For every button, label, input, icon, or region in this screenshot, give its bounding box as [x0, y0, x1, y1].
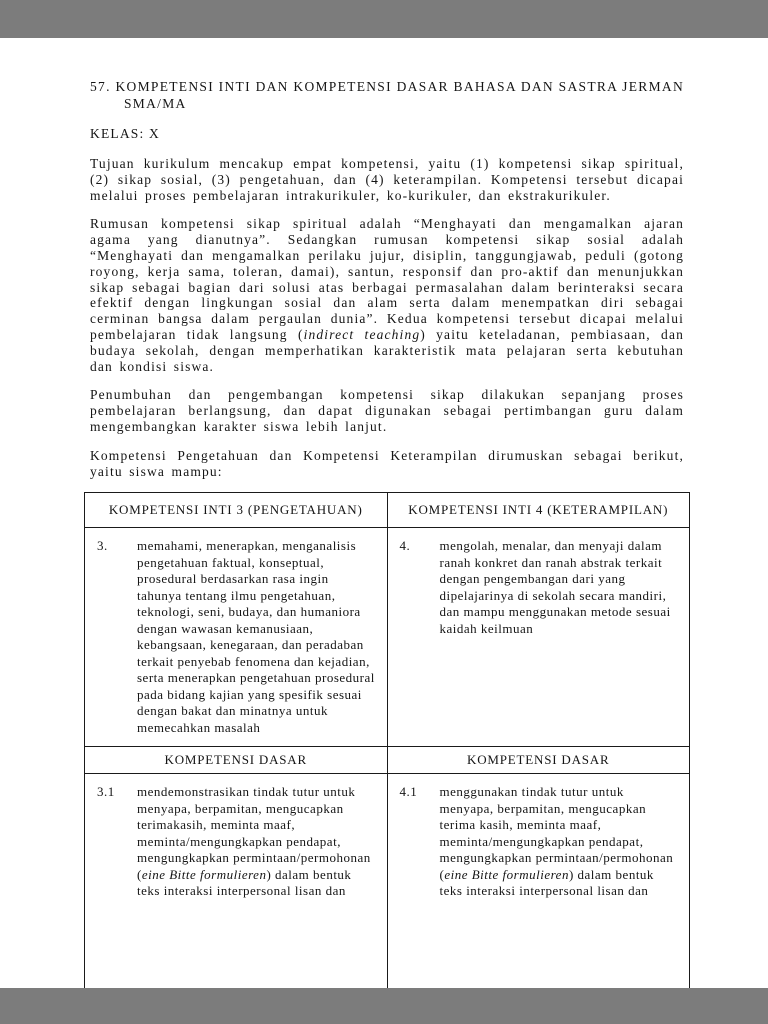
section-number: 57.	[90, 79, 111, 94]
kd-header-left-cell: KOMPETENSI DASAR	[85, 747, 388, 774]
document-page	[0, 38, 768, 988]
kompetensi-table	[84, 492, 690, 988]
kd41-text: menggunakan tindak tutur untuk menyapa, berpamitan, mengucapkan terima kasih, meminta maaf, meminta/mengungkapkan pendapat, mengungkapkan permintaan/permohonan (eine Bitte formulieren) dalam bentuk teks interaksi interpersonal lisan dan	[439, 784, 674, 899]
ki3-cell	[85, 528, 388, 747]
kd31-number: 3.1	[97, 784, 115, 800]
kd31-text: mendemonstrasikan tindak tutur untuk menyapa, berpamitan, mengucapkan terimakasih, meminta maaf, meminta/mengungkapkan pendapat, mengungkapkan permintaan/permohonan (eine Bitte formulieren) dalam bentuk teks interaksi interpersonal lisan dan	[137, 784, 371, 899]
ki3-number: 3.	[97, 538, 108, 554]
kd31-cell	[85, 774, 388, 988]
ki-body-row	[85, 528, 690, 747]
ki-header-row	[85, 493, 690, 528]
ki3-header-cell: KOMPETENSI INTI 3 (PENGETAHUAN)	[85, 493, 388, 528]
paragraph-curriculum-goals: Tujuan kurikulum mencakup empat kompetensi, yaitu (1) kompetensi sikap spiritual, (2) sikap sosial, (3) pengetahuan, dan (4) keterampilan. Kompetensi tersebut dicapai melalui proses pembelajaran intrakurikuler, ko-kurikuler, dan ekstrakurikuler.	[90, 156, 684, 203]
kd41-number: 4.1	[399, 784, 418, 800]
kd41-cell	[387, 774, 690, 988]
class-label: KELAS: X	[90, 126, 160, 141]
section-title: KOMPETENSI INTI DAN KOMPETENSI DASAR BAHASA DAN SASTRA JERMAN SMA/MA	[115, 79, 684, 111]
kd-header-right-cell: KOMPETENSI DASAR	[387, 747, 690, 774]
kd-body-row	[85, 774, 690, 988]
paragraph-table-intro: Kompetensi Pengetahuan dan Kompetensi Keterampilan dirumuskan sebagai berikut, yaitu siswa mampu:	[90, 447, 684, 479]
paragraph-spiritual-social: Rumusan kompetensi sikap spiritual adalah “Menghayati dan mengamalkan ajaran agama yang dianutnya”. Sedangkan rumusan kompetensi sikap sosial adalah “Menghayati dan mengamalkan perilaku jujur, disiplin, tanggungjawab, peduli (gotong royong, kerja sama, toleran, damai), santun, responsif dan pro-aktif dan menunjukkan sikap sebagai bagian dari solusi atas berbagai permasalahan dalam berinteraksi secara efektif dengan lingkungan sosial dan alam serta dalam menempatkan diri sebagai cerminan bangsa dalam pergaulan dunia”. Kedua kompetensi tersebut dicapai melalui pembelajaran tidak langsung (indirect teaching) yaitu keteladanan, pembiasaan, dan budaya sekolah, dengan memperhatikan karakteristik mata pelajaran serta kebutuhan dan kondisi siswa.	[90, 216, 684, 374]
paragraph-character-growth: Penumbuhan dan pengembangan kompetensi sikap dilakukan sepanjang proses pembelajaran berlangsung, dan dapat digunakan sebagai pertimbangan guru dalam mengembangkan karakter siswa lebih lanjut.	[90, 387, 684, 434]
ki3-text: memahami, menerapkan, menganalisis pengetahuan faktual, konseptual, prosedural berdasarkan rasa ingin tahunya tentang ilmu pengetahuan, teknologi, seni, budaya, dan humaniora dengan wawasan kemanusiaan, kebangsaan, kenegaraan, dan peradaban terkait penyebab fenomena dan kejadian, serta menerapkan pengetahuan prosedural pada bidang kajian yang spesifik sesuai dengan bakat dan minatnya untuk memecahkan masalah	[137, 538, 375, 735]
section-heading	[90, 78, 684, 112]
ki4-cell	[387, 528, 690, 747]
ki4-header-cell: KOMPETENSI INTI 4 (KETERAMPILAN)	[387, 493, 690, 528]
ki4-number: 4.	[399, 538, 411, 554]
ki4-text: mengolah, menalar, dan menyaji dalam ranah konkret dan ranah abstrak terkait dengan pengembangan dari yang dipelajarinya di sekolah secara mandiri, dan mampu menggunakan metode sesuai kaidah keilmuan	[439, 538, 671, 636]
kd-header-row	[85, 747, 690, 774]
